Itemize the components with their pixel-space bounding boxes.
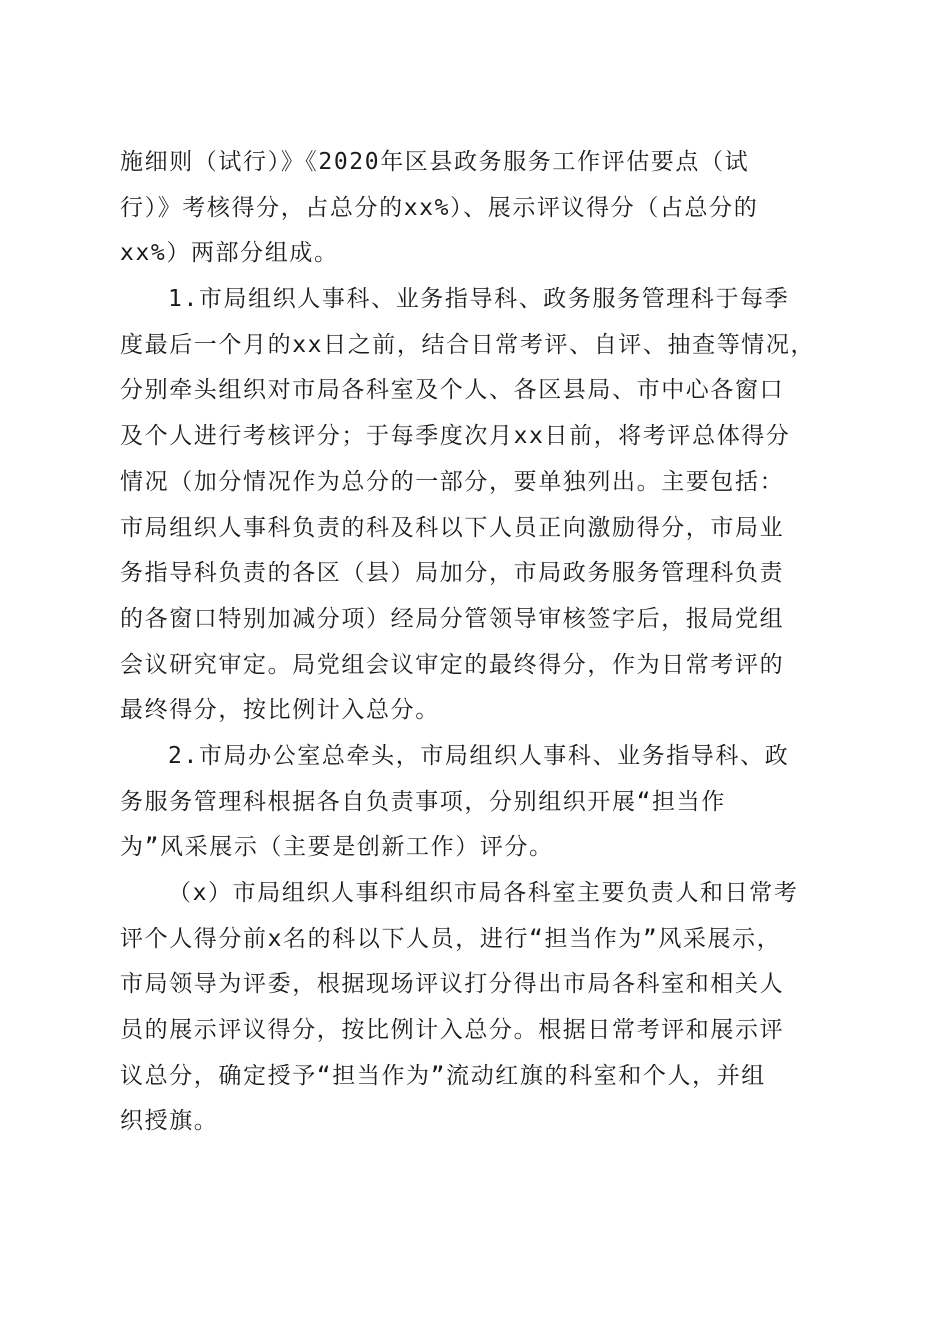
- paragraph-3-start: （x）市局组织人事科组织市局各科室主要负责人和日常考: [168, 880, 799, 906]
- document-body: [120, 140, 832, 1145]
- text-line: 务指导科负责的各区（县）局加分，市局政务服务管理科负责: [120, 560, 785, 587]
- paragraph-2-start: 2.市局办公室总牵头，市局组织人事科、业务指导科、政: [168, 742, 790, 769]
- text-line: xx%）两部分组成。: [120, 240, 339, 267]
- text-line: 分别牵头组织对市局各科室及个人、各区县局、市中心各窗口: [120, 377, 785, 404]
- text-line: 的各窗口特别加减分项）经局分管领导审核签字后，报局党组: [120, 605, 785, 632]
- text-line: 最终得分，按比例计入总分。: [120, 697, 440, 724]
- text-line: 议总分，确定授予“担当作为”流动红旗的科室和个人，并组: [120, 1062, 766, 1089]
- text-line: 务服务管理科根据各自负责事项，分别组织开展“担当作: [120, 788, 726, 815]
- text-line: 会议研究审定。局党组会议审定的最终得分，作为日常考评的: [120, 651, 785, 678]
- text-line: 员的展示评议得分，按比例计入总分。根据日常考评和展示评: [120, 1017, 785, 1044]
- text-line: 评个人得分前x名的科以下人员，进行“担当作为”风采展示，: [120, 925, 782, 952]
- text-line: 市局组织人事科负责的科及科以下人员正向激励得分，市局业: [120, 514, 785, 541]
- paragraph-1-start: 1.市局组织人事科、业务指导科、政务服务管理科于每季: [168, 286, 790, 313]
- text-line: 织授旗。: [120, 1108, 219, 1135]
- text-line: 为”风采展示（主要是创新工作）评分。: [120, 834, 554, 861]
- text-line: 及个人进行考核评分；于每季度次月xx日前，将考评总体得分: [120, 423, 791, 450]
- text-line: 情况（加分情况作为总分的一部分，要单独列出。主要包括：: [120, 468, 785, 495]
- text-line: 度最后一个月的xx日之前，结合日常考评、自评、抽查等情况，: [120, 331, 816, 358]
- text-line: 市局领导为评委，根据现场评议打分得出市局各科室和相关人: [120, 971, 785, 998]
- text-line: 施细则（试行）》《2020年区县政务服务工作评估要点（试: [120, 149, 750, 175]
- text-line: 行）》考核得分，占总分的xx%）、展示评议得分（占总分的: [120, 194, 759, 221]
